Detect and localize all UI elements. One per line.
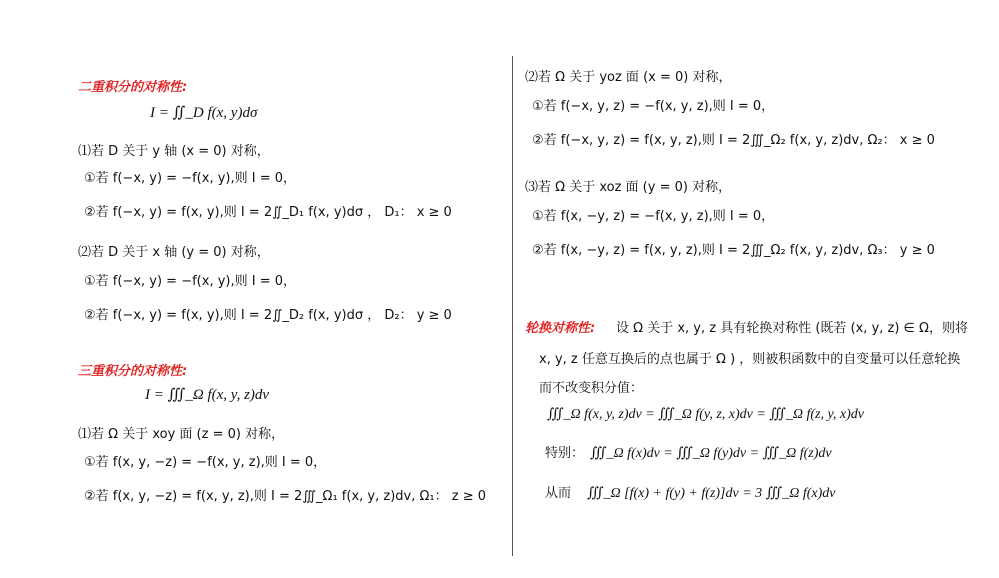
- triple-integral-heading: 三重积分的对称性:: [78, 364, 188, 379]
- double-case1-odd: ①若 f(−x, y) = −f(x, y),则 I = 0，: [84, 171, 296, 186]
- triple-case1-even: ②若 f(x, y, −z) = f(x, y, z),则 I = 2∭_Ω₁ f(x, y, z)dv, Ω₁： z ≥ 0: [84, 489, 487, 504]
- double-case1-even: ②若 f(−x, y) = f(x, y),则 I = 2∬_D₁ f(x, y)dσ ， D₁： x ≥ 0: [84, 205, 452, 220]
- rotation-formula-3: ∭_Ω [f(x) + f(y) + f(z)]dv = 3 ∭_Ω f(x)dv: [587, 486, 836, 501]
- triple-case3-text: ⑶若 Ω 关于 xoz 面 (y = 0) 对称，: [525, 180, 732, 195]
- double-case2-odd: ①若 f(−x, y) = −f(x, y),则 I = 0，: [84, 274, 296, 289]
- double-case2-text: ⑵若 D 关于 x 轴 (y = 0) 对称，: [78, 245, 270, 260]
- special-case-label: 特别：: [545, 446, 585, 461]
- rotation-symmetry-text-3: 而不改变积分值：: [539, 381, 644, 396]
- column-divider: [512, 56, 513, 556]
- double-integral-formula: I = ∬_D f(x, y)dσ: [150, 105, 258, 121]
- triple-case2-even: ②若 f(−x, y, z) = f(x, y, z),则 I = 2∭_Ω₂ f(x, y, z)dv, Ω₂： x ≥ 0: [532, 133, 935, 148]
- double-case1-text: ⑴若 D 关于 y 轴 (x = 0) 对称，: [78, 144, 270, 159]
- rotation-formula-1: ∭_Ω f(x, y, z)dv = ∭_Ω f(y, z, x)dv = ∭_Ω f(z, y, x)dv: [547, 407, 865, 422]
- triple-case2-text: ⑵若 Ω 关于 yoz 面 (x = 0) 对称，: [525, 70, 732, 85]
- double-integral-heading: 二重积分的对称性:: [78, 80, 188, 95]
- rotation-symmetry-text-1: 设 Ω 关于 x, y, z 具有轮换对称性 (既若 (x, y, z) ∈ Ω，则将: [616, 321, 968, 336]
- triple-case3-even: ②若 f(x, −y, z) = f(x, y, z),则 I = 2∭_Ω₂ f(x, y, z)dv, Ω₃： y ≥ 0: [532, 243, 935, 258]
- rotation-symmetry-text-2: x, y, z 任意互换后的点也属于 Ω ) ，则被积函数中的自变量可以任意轮换: [539, 352, 961, 367]
- rotation-symmetry-heading: 轮换对称性:: [525, 321, 596, 336]
- rotation-formula-2: ∭_Ω f(x)dv = ∭_Ω f(y)dv = ∭_Ω f(z)dv: [590, 446, 832, 461]
- triple-case3-odd: ①若 f(x, −y, z) = −f(x, y, z),则 I = 0，: [532, 209, 775, 224]
- double-case2-even: ②若 f(−x, y) = f(x, y),则 I = 2∬_D₂ f(x, y)dσ ， D₂： y ≥ 0: [84, 308, 452, 323]
- triple-case1-odd: ①若 f(x, y, −z) = −f(x, y, z),则 I = 0，: [84, 455, 327, 470]
- triple-case1-text: ⑴若 Ω 关于 xoy 面 (z = 0) 对称，: [78, 427, 285, 442]
- therefore-label: 从而: [545, 486, 572, 501]
- triple-case2-odd: ①若 f(−x, y, z) = −f(x, y, z),则 I = 0，: [532, 99, 775, 114]
- triple-integral-formula: I = ∭_Ω f(x, y, z)dv: [145, 387, 270, 403]
